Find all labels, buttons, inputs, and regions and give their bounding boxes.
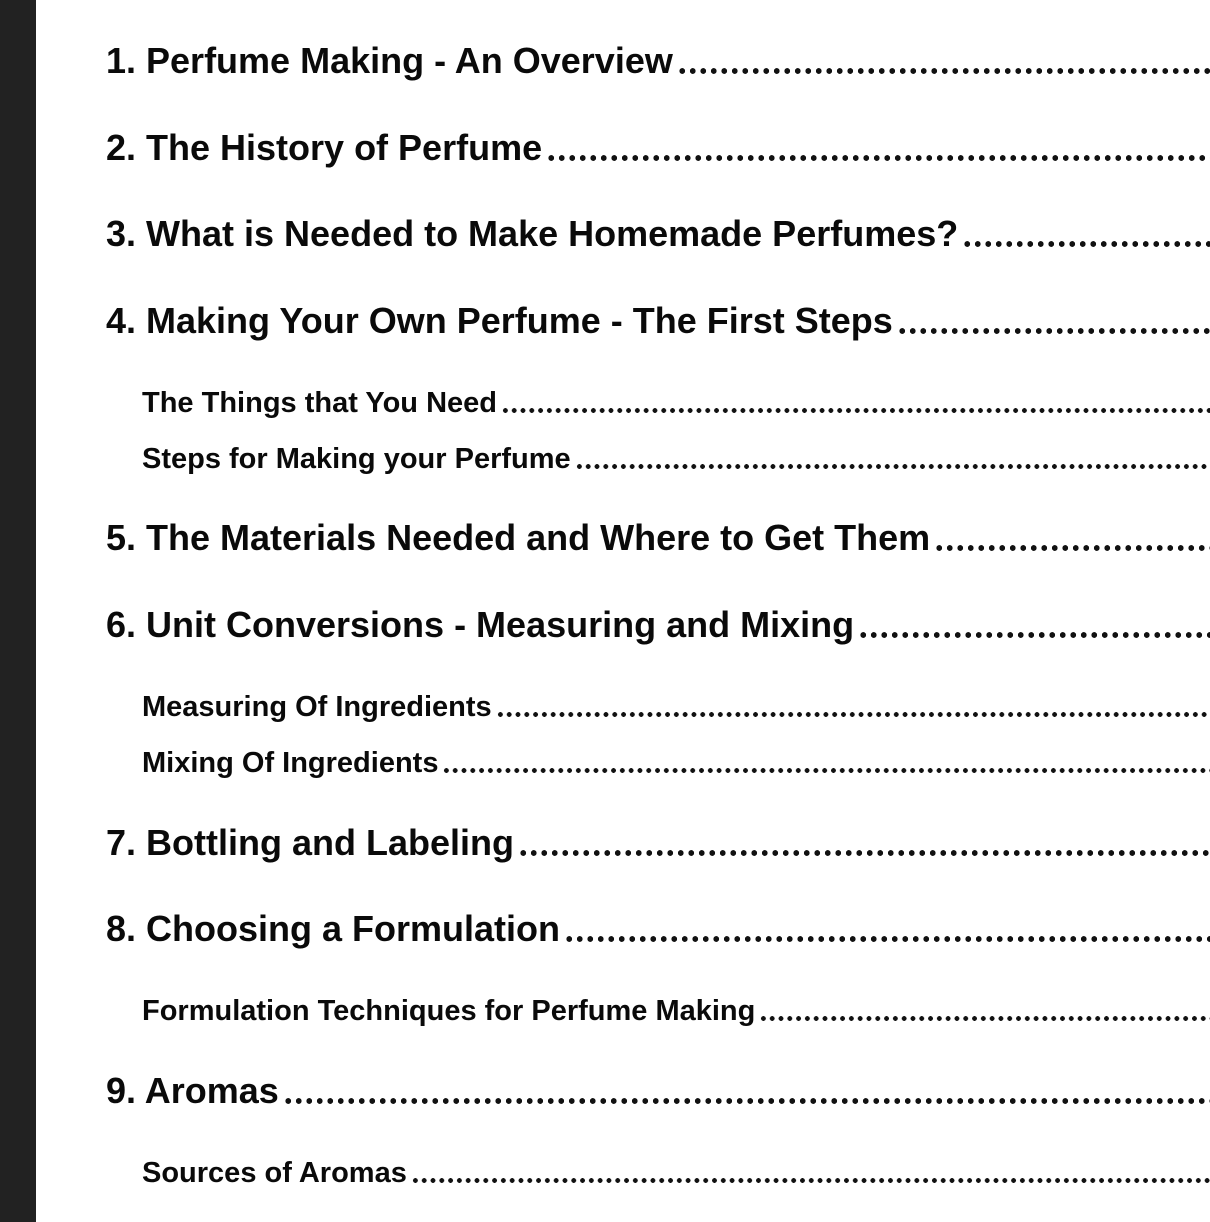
toc-entry-9[interactable]: [106, 1070, 1210, 1112]
toc-entry-6[interactable]: [106, 604, 1210, 646]
toc-entry-5[interactable]: [106, 517, 1210, 559]
toc-entry-label: Mixing Of Ingredients: [142, 747, 439, 779]
toc-entry-3[interactable]: [106, 213, 1210, 255]
toc-entry-label: 1. Perfume Making - An Overview: [106, 40, 673, 81]
toc-entry-label: The Things that You Need: [142, 387, 497, 419]
toc-entry-4[interactable]: [106, 300, 1210, 342]
toc-entry-label: 6. Unit Conversions - Measuring and Mixing: [106, 604, 855, 645]
toc-entry-2[interactable]: [106, 127, 1210, 169]
toc-entry-label: 2. The History of Perfume: [106, 127, 543, 168]
dot-leader: [759, 1016, 1210, 1021]
dot-leader: [518, 850, 1210, 856]
dot-leader: [897, 328, 1210, 334]
dot-leader: [677, 68, 1210, 74]
toc-entry-7[interactable]: [106, 822, 1210, 864]
dot-leader: [564, 936, 1210, 942]
dot-leader: [283, 1098, 1210, 1104]
toc-entry-label: Formulation Techniques for Perfume Making: [142, 995, 756, 1027]
toc-entry-label: Sources of Aromas: [142, 1157, 407, 1189]
dot-leader: [546, 155, 1210, 161]
toc-entry-label: 4. Making Your Own Perfume - The First Steps: [106, 300, 893, 341]
toc-subentry-mixing-ingredients[interactable]: [142, 747, 1210, 780]
toc-entry-label: Steps for Making your Perfume: [142, 443, 571, 475]
toc-subentry-things-you-need[interactable]: [142, 387, 1210, 420]
dot-leader: [411, 1178, 1210, 1183]
toc-subentry-steps-making-perfume[interactable]: [142, 443, 1210, 476]
dot-leader: [575, 464, 1210, 469]
dot-leader: [858, 632, 1210, 638]
dot-leader: [501, 408, 1210, 413]
document-page: [36, 0, 1210, 1222]
dot-leader: [962, 241, 1210, 247]
toc-entry-label: Measuring Of Ingredients: [142, 691, 492, 723]
dot-leader: [442, 768, 1210, 773]
toc-subentry-measuring-ingredients[interactable]: [142, 691, 1210, 724]
toc-entry-label: 7. Bottling and Labeling: [106, 822, 514, 863]
dot-leader: [496, 712, 1210, 717]
dot-leader: [934, 545, 1210, 551]
toc-entry-label: 8. Choosing a Formulation: [106, 908, 561, 949]
toc-subentry-sources-of-aromas[interactable]: [142, 1157, 1210, 1190]
viewer-side-strip: [0, 0, 36, 1222]
toc-entry-1[interactable]: [106, 40, 1210, 82]
toc-entry-label: 3. What is Needed to Make Homemade Perfumes?: [106, 213, 959, 254]
toc-entry-label: 5. The Materials Needed and Where to Get Them: [106, 517, 931, 558]
toc-entry-label: 9. Aromas: [106, 1070, 279, 1111]
toc-entry-8[interactable]: [106, 908, 1210, 950]
toc-subentry-formulation-techniques[interactable]: [142, 995, 1210, 1028]
